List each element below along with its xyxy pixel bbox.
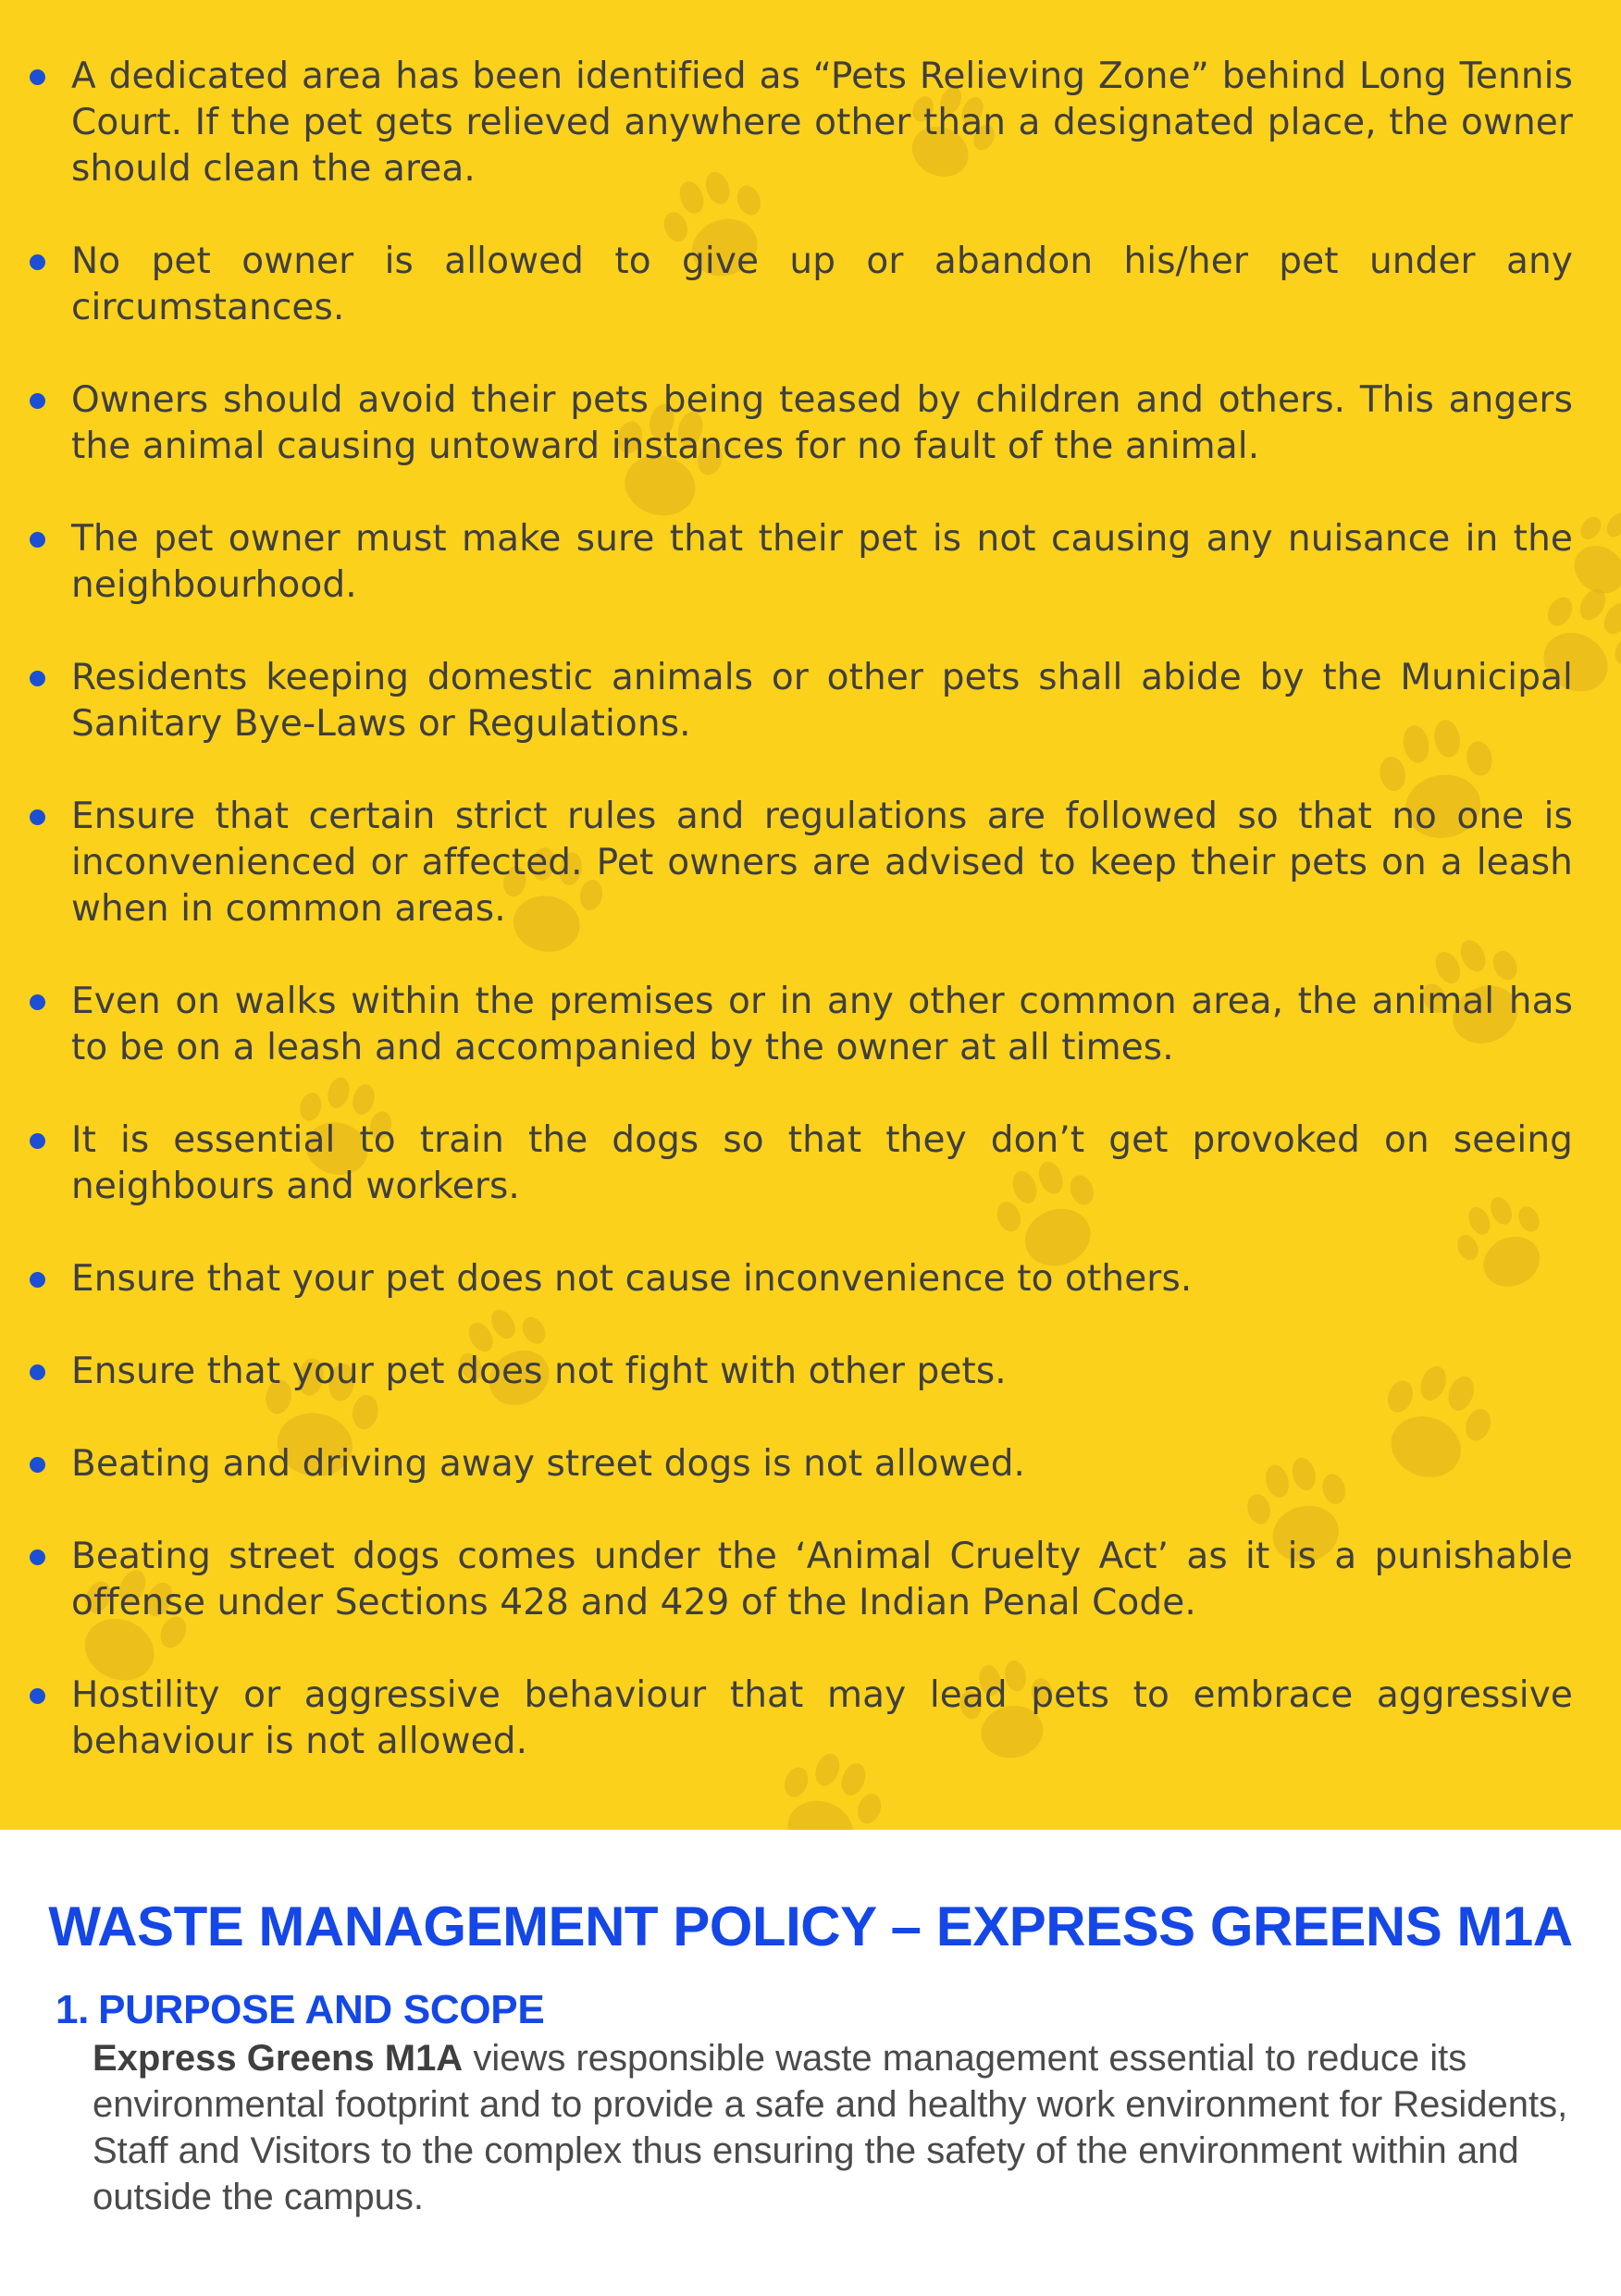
list-item — [0, 239, 1621, 331]
rule-text: Beating street dogs comes under the ‘Animal Cruelty Act’ as it is a punishable offense under Sections 428 and 429 of the Indian Penal Code. — [71, 1536, 1573, 1623]
rule-text: Even on walks within the premises or in any other common area, the animal has to be on a leash and accompanied by the owner at all times. — [71, 981, 1573, 1068]
bullet-dot-icon — [30, 532, 45, 548]
list-item — [0, 516, 1621, 609]
list-item — [0, 377, 1621, 470]
bullet-dot-icon — [30, 1457, 45, 1473]
rule-text: Residents keeping domestic animals or other pets shall abide by the Municipal Sanitary Bye-Laws or Regulations. — [71, 657, 1573, 745]
bullet-dot-icon — [30, 1133, 45, 1149]
bullet-dot-icon — [30, 809, 45, 825]
list-item — [0, 54, 1621, 192]
section-body-text: views responsible waste management essential to reduce its environmental footprint and to provide a safe and healthy work environment for Residents, Staff and Visitors to the complex thus ensuring the safety of the environment within and outside the campus. — [93, 2038, 1568, 2217]
section-body-bold: Express Greens M1A — [93, 2038, 464, 2079]
section-heading — [56, 1987, 544, 2033]
section-body — [93, 2035, 1573, 2220]
rule-text: The pet owner must make sure that their pet is not causing any nuisance in the neighbourhood. — [71, 518, 1573, 606]
rule-text: Beating and driving away street dogs is not allowed. — [71, 1443, 1026, 1485]
list-item — [0, 979, 1621, 1071]
section-title: PURPOSE AND SCOPE — [98, 1987, 545, 2032]
rule-text: Hostility or aggressive behaviour that may lead pets to embrace aggressive behaviour is not allowed. — [71, 1674, 1573, 1762]
bullet-dot-icon — [30, 671, 45, 686]
bullet-dot-icon — [30, 393, 45, 409]
bullet-dot-icon — [30, 69, 45, 85]
rule-text: Ensure that certain strict rules and regulations are followed so that no one is inconvenienced or affected. Pet owners are advised to keep their pets on a leash when in common areas. — [71, 796, 1573, 930]
bullet-dot-icon — [30, 1272, 45, 1288]
bullet-dot-icon — [30, 1364, 45, 1380]
list-item — [0, 1534, 1621, 1626]
rule-text: A dedicated area has been identified as “Pets Relieving Zone” behind Long Tennis Court. If the pet gets relieved anywhere other than a designated place, the owner should clean the area. — [71, 56, 1573, 190]
bullet-dot-icon — [30, 254, 45, 270]
list-item — [0, 1117, 1621, 1210]
bullet-dot-icon — [30, 1688, 45, 1704]
list-item — [0, 1256, 1621, 1302]
rule-text: Owners should avoid their pets being teased by children and others. This angers the animal causing untoward instances for no fault of the animal. — [71, 379, 1573, 467]
rule-text: Ensure that your pet does not fight with other pets. — [71, 1351, 1007, 1392]
policy-title: WASTE MANAGEMENT POLICY – EXPRESS GREENS M1A — [48, 1895, 1573, 1957]
rule-text: No pet owner is allowed to give up or abandon his/her pet under any circumstances. — [71, 241, 1573, 328]
bullet-dot-icon — [30, 994, 45, 1010]
list-item — [0, 1441, 1621, 1487]
bullet-dot-icon — [30, 1549, 45, 1565]
section-number: 1. — [56, 1987, 90, 2032]
pet-rules-list — [0, 54, 1621, 1811]
list-item — [0, 655, 1621, 747]
rule-text: Ensure that your pet does not cause inconvenience to others. — [71, 1258, 1193, 1300]
list-item — [0, 794, 1621, 932]
list-item — [0, 1673, 1621, 1765]
waste-policy-section — [0, 1830, 1621, 2296]
list-item — [0, 1349, 1621, 1395]
rule-text: It is essential to train the dogs so that they don’t get provoked on seeing neighbours and workers. — [71, 1119, 1573, 1207]
